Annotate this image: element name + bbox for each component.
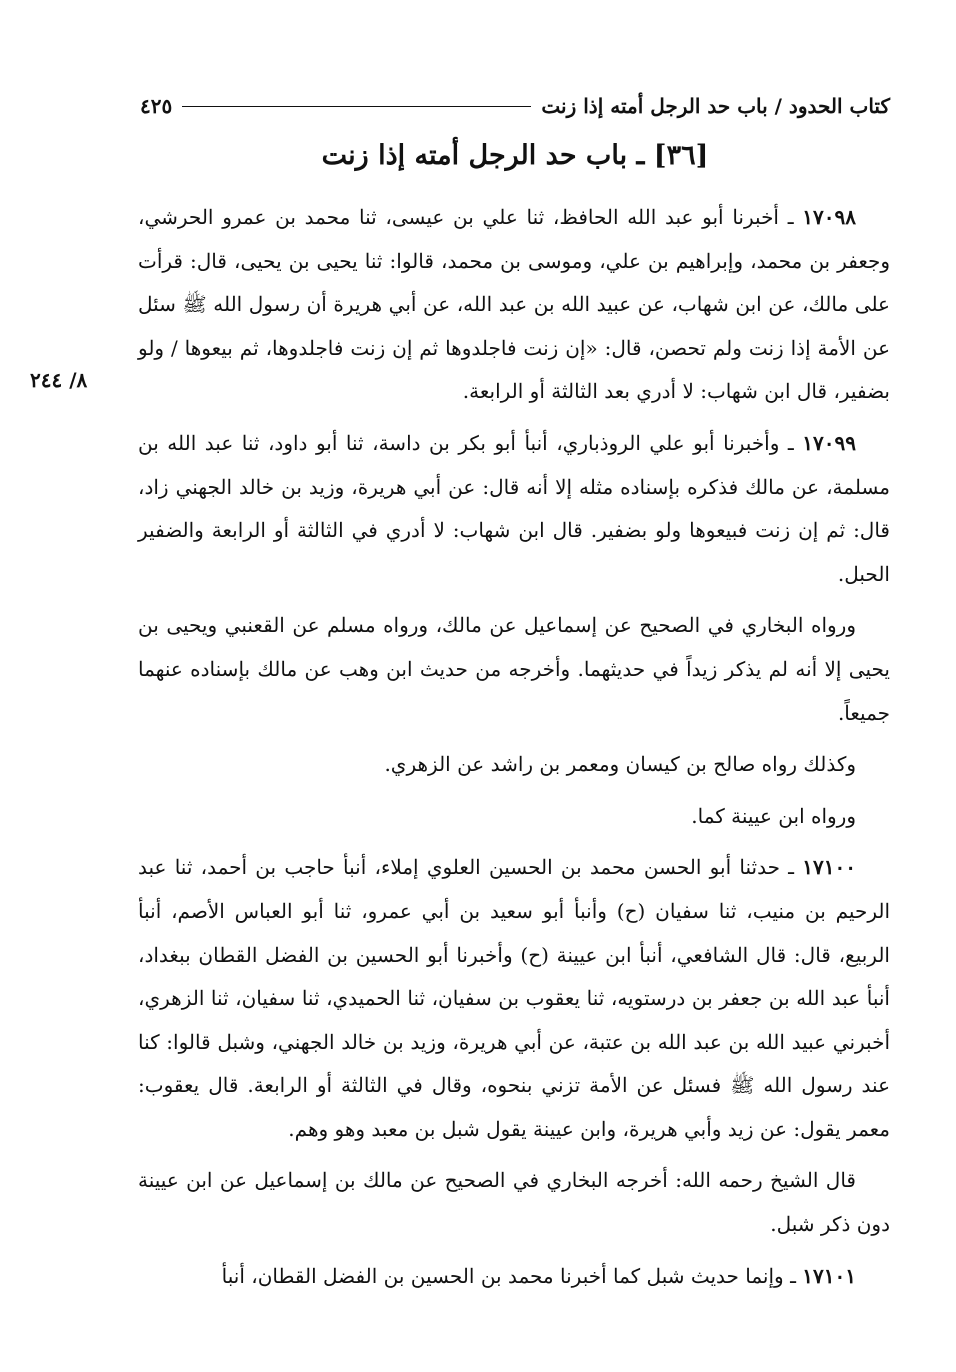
paragraph-text: ـ حدثنا أبو الحسن محمد بن الحسين العلوي إملاء، أنبأ حاجب بن أحمد، ثنا عبد الرحيم بن منيب، ثنا سفيان (ح) وأنبأ أبو سعيد بن أبي عمرو، ثنا أبو العباس الأصم، أنبأ الربيع، قال: قال الشافعي، أنبأ ابن عيينة (ح) وأخبرنا أبو الحسين بن الفضل القطان ببغداد، أنبأ عبد الله بن جعفر بن درستويه، ثنا يعقوب بن سفيان، ثنا الحميدي، ثنا سفيان، ثنا الزهري، أخبرني عبيد الله بن عبد الله بن عتبة، عن أبي هريرة، وزيد بن خالد الجهني، وشبل قالوا: كنا عند رسول الله ﷺ فسئل عن الأمة تزني بنحوه، وقال في الثالثة أو الرابعة. قال يعقوب: معمر يقول: عن زيد وأبي هريرة، وابن عيينة يقول شبل بن معبد وهو وهم. [138, 855, 891, 1141]
hadith-number: ١٧١٠٠ [802, 855, 856, 880]
paragraph-text: قال الشيخ رحمه الله: أخرجه البخاري في الصحيح عن مالك بن إسماعيل عن ابن عيينة دون ذكر شبل. [138, 1168, 890, 1237]
hadith-paragraph [138, 196, 890, 414]
paragraph-text: ورواه ابن عيينة كما. [691, 803, 856, 828]
paragraph-text: ـ وأخبرنا أبو علي الروذباري، أنبأ أبو بكر بن داسة، ثنا أبو داود، ثنا عبد الله بن مسلمة، عن مالك فذكره بإسناده مثله إلا أنه قال: عن أبي هريرة، وزيد بن خالد الجهني زاد، قال: ثم إن زنت فبيعوها ولو بضفير. قال ابن شهاب: لا أدري في الثالثة أو الرابعة والضفير الحبل. [138, 430, 890, 586]
commentary-paragraph [138, 1159, 890, 1246]
paragraph-text: ـ أخبرنا أبو عبد الله الحافظ، ثنا علي بن عيسى، ثنا محمد بن عمرو الحرشي، وجعفر بن محمد، وإبراهيم بن علي، وموسى بن محمد، قالوا: ثنا يحيى بن يحيى، قال: قرأت على مالك، عن ابن شهاب، عن عبيد الله بن عبد الله، عن أبي هريرة أن رسول الله ﷺ سئل عن الأمة إذا زنت ولم تحصن، قال: «إن زنت فاجلدوها ثم إن زنت فاجلدوها، ثم بيعوها / ولو بضفير، قال ابن شهاب: لا أدري بعد الثالثة أو الرابعة. [138, 205, 890, 404]
page-number: ٤٢٥ [140, 94, 173, 118]
chapter-title: [٣٦] ـ باب حد الرجل أمته إذا زنت [321, 140, 709, 171]
commentary-paragraph [138, 795, 890, 839]
hadith-paragraph [138, 846, 890, 1151]
paragraph-text: ورواه البخاري في الصحيح عن إسماعيل عن مالك، ورواه مسلم عن القعنبي ويحيى بن يحيى إلا أنه لم يذكر زيداً في حديثهما. وأخرجه من حديث ابن وهب عن مالك بإسناده عنهما جميعاً. [138, 613, 890, 725]
hadith-number: ١٧٠٩٩ [802, 430, 856, 455]
main-text [138, 196, 890, 1306]
paragraph-text: ـ وإنما حديث شبل كما أخبرنا محمد بن الحسين بن الفضل القطان، أنبأ [221, 1263, 803, 1288]
hadith-paragraph [138, 422, 890, 596]
hadith-number: ١٧١٠١ [802, 1263, 856, 1288]
hadith-paragraph [138, 1255, 890, 1299]
paragraph-text: وكذلك رواه صالح بن كيسان ومعمر بن راشد عن الزهري. [384, 752, 856, 777]
commentary-paragraph [138, 743, 890, 787]
margin-reference: ٨/ ٢٤٤ [30, 368, 88, 392]
running-header [140, 88, 890, 124]
running-title: كتاب الحدود / باب حد الرجل أمته إذا زنت [541, 94, 890, 118]
commentary-paragraph [138, 604, 890, 735]
header-rule [182, 106, 531, 107]
hadith-number: ١٧٠٩٨ [802, 205, 856, 229]
